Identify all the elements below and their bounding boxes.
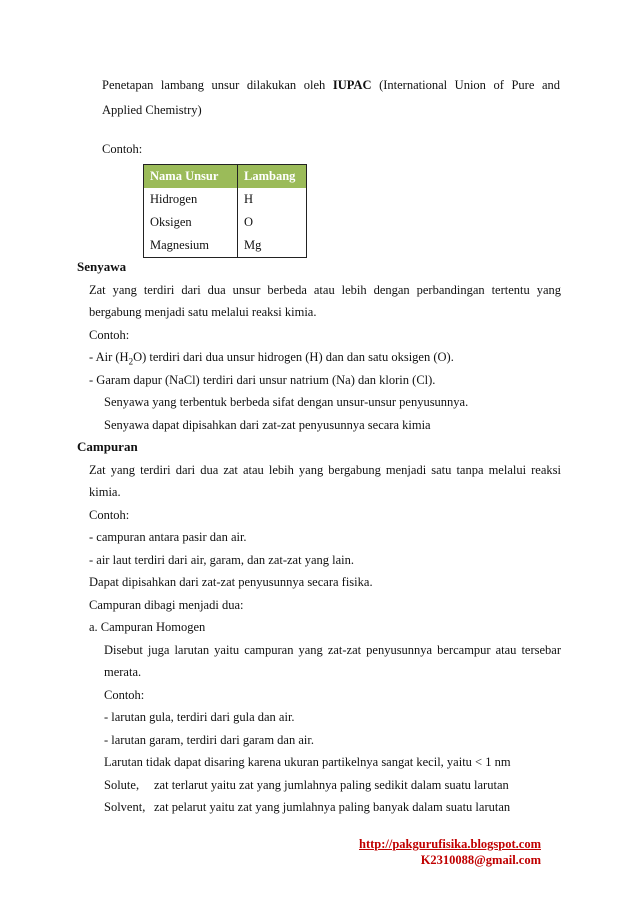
- table-row: [144, 188, 307, 211]
- campuran-example-2: - air laut terdiri dari air, garam, dan zat-zat yang lain.: [89, 553, 354, 567]
- campuran-separation: Dapat dipisahkan dari zat-zat penyusunnya secara fisika.: [89, 575, 373, 589]
- table-row: [144, 211, 307, 234]
- table-row: [144, 234, 307, 258]
- homogen-example-1: - larutan gula, terdiri dari gula dan air.: [104, 710, 295, 724]
- iupac-text-post: (International Union of Pure and: [371, 78, 560, 92]
- table-cell: Magnesium: [144, 234, 238, 258]
- homogen-def-1: Disebut juga larutan yaitu campuran yang zat-zat penyusunnya bercampur atau tersebar: [104, 643, 561, 657]
- homogen-example-2: - larutan garam, terdiri dari garam dan air.: [104, 733, 314, 747]
- table-cell: Mg: [238, 234, 307, 258]
- homogen-note: Larutan tidak dapat disaring karena ukuran partikelnya sangat kecil, yaitu < 1 nm: [104, 755, 511, 769]
- table-cell: Oksigen: [144, 211, 238, 234]
- footer-email: K2310088@gmail.com: [420, 853, 541, 867]
- senyawa-example-1: [89, 349, 454, 370]
- solute-term: Solute,: [104, 778, 140, 792]
- table-header: Nama Unsur: [144, 165, 238, 189]
- campuran-def-2: kimia.: [89, 485, 121, 499]
- senyawa-contoh: Contoh:: [89, 328, 130, 342]
- table-header: Lambang: [238, 165, 307, 189]
- senyawa-heading: Senyawa: [77, 259, 127, 274]
- solute-definition: zat terlarut yaitu zat yang jumlahnya paling sedikit dalam suatu larutan: [154, 778, 509, 792]
- campuran-heading: Campuran: [77, 439, 138, 454]
- solvent-definition: zat pelarut yaitu zat yang jumlahnya paling banyak dalam suatu larutan: [154, 800, 511, 814]
- table-cell: H: [238, 188, 307, 211]
- campuran-example-1: - campuran antara pasir dan air.: [89, 530, 247, 544]
- senyawa-def-2: bergabung menjadi satu melalui reaksi kimia.: [89, 305, 317, 319]
- homogen-def-2: merata.: [104, 665, 142, 679]
- senyawa-example-2: - Garam dapur (NaCl) terdiri dari unsur natrium (Na) dan klorin (Cl).: [89, 373, 436, 387]
- ex1-sub: 2: [128, 356, 134, 367]
- campuran-dibagi: Campuran dibagi menjadi dua:: [89, 598, 244, 612]
- element-table: [143, 164, 307, 258]
- homogen-heading: a. Campuran Homogen: [89, 620, 206, 634]
- iupac-contoh: Contoh:: [102, 142, 143, 156]
- iupac-text: Penetapan lambang unsur dilakukan oleh: [102, 78, 333, 92]
- solvent-term: Solvent,: [104, 800, 146, 814]
- ex1-post: O) terdiri dari dua unsur hidrogen (H) dan dan satu oksigen (O).: [133, 350, 454, 364]
- footer-url-link[interactable]: http://pakgurufisika.blogspot.com: [359, 837, 541, 851]
- campuran-contoh: Contoh:: [89, 508, 130, 522]
- senyawa-def-1: Zat yang terdiri dari dua unsur berbeda atau lebih dengan perbandingan tertentu yang: [89, 283, 561, 297]
- campuran-def-1: Zat yang terdiri dari dua zat atau lebih yang bergabung menjadi satu tanpa melalui reaksi: [89, 463, 561, 477]
- senyawa-note-2: Senyawa dapat dipisahkan dari zat-zat penyusunnya secara kimia: [104, 418, 431, 432]
- ex1-pre: - Air (H: [89, 350, 129, 364]
- iupac-line-2: Applied Chemistry): [102, 103, 202, 117]
- iupac-bold: IUPAC: [332, 78, 372, 92]
- table-cell: Hidrogen: [144, 188, 238, 211]
- table-header-row: [144, 165, 307, 189]
- senyawa-note-1: Senyawa yang terbentuk berbeda sifat dengan unsur-unsur penyusunnya.: [104, 395, 469, 409]
- table-cell: O: [238, 211, 307, 234]
- iupac-line-1: [102, 77, 560, 93]
- homogen-contoh: Contoh:: [104, 688, 145, 702]
